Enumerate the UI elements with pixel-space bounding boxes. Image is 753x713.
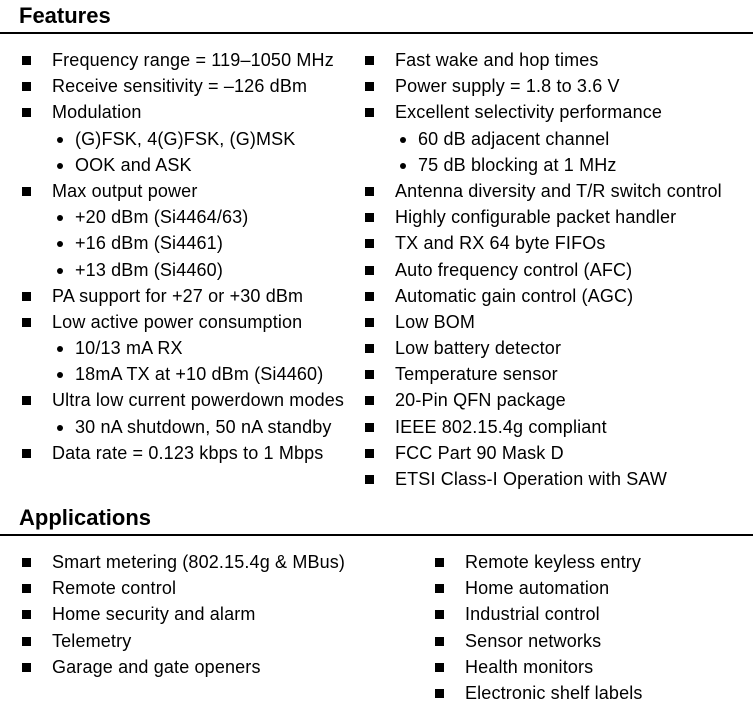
- feature-item: Modulation: [19, 99, 364, 125]
- feature-item: Low battery detector: [362, 335, 753, 361]
- application-item: Smart metering (802.15.4g & MBus): [19, 549, 419, 575]
- feature-item-sub: +13 dBm (Si4460): [19, 257, 364, 283]
- feature-item: Low active power consumption: [19, 309, 364, 335]
- application-item: Remote keyless entry: [432, 549, 753, 575]
- feature-item: TX and RX 64 byte FIFOs: [362, 230, 753, 256]
- application-item: Garage and gate openers: [19, 654, 419, 680]
- application-item: Home security and alarm: [19, 601, 419, 627]
- feature-item: PA support for +27 or +30 dBm: [19, 283, 364, 309]
- applications-list-right: [432, 549, 753, 706]
- feature-item: IEEE 802.15.4g compliant: [362, 414, 753, 440]
- feature-item-sub: 60 dB adjacent channel: [362, 126, 753, 152]
- application-item: Electronic shelf labels: [432, 680, 753, 706]
- feature-item-sub: +20 dBm (Si4464/63): [19, 204, 364, 230]
- feature-item-sub: OOK and ASK: [19, 152, 364, 178]
- applications-heading: Applications: [19, 505, 152, 530]
- feature-item: FCC Part 90 Mask D: [362, 440, 753, 466]
- feature-item: Ultra low current powerdown modes: [19, 387, 364, 413]
- feature-item-sub: 10/13 mA RX: [19, 335, 364, 361]
- feature-item: Auto frequency control (AFC): [362, 257, 753, 283]
- feature-item: Low BOM: [362, 309, 753, 335]
- feature-item: 20-Pin QFN package: [362, 387, 753, 413]
- feature-item-sub: 75 dB blocking at 1 MHz: [362, 152, 753, 178]
- features-list-right: [362, 47, 753, 492]
- application-item: Industrial control: [432, 601, 753, 627]
- feature-item: Excellent selectivity performance: [362, 99, 753, 125]
- feature-item: Temperature sensor: [362, 361, 753, 387]
- feature-item-sub: 30 nA shutdown, 50 nA standby: [19, 414, 364, 440]
- application-item: Home automation: [432, 575, 753, 601]
- application-item: Remote control: [19, 575, 419, 601]
- feature-item: Fast wake and hop times: [362, 47, 753, 73]
- feature-item-sub: (G)FSK, 4(G)FSK, (G)MSK: [19, 126, 364, 152]
- feature-item-sub: 18mA TX at +10 dBm (Si4460): [19, 361, 364, 387]
- feature-item: Receive sensitivity = –126 dBm: [19, 73, 364, 99]
- features-heading: Features: [19, 3, 111, 28]
- feature-item: Frequency range = 119–1050 MHz: [19, 47, 364, 73]
- application-item: Sensor networks: [432, 628, 753, 654]
- feature-item: ETSI Class-I Operation with SAW: [362, 466, 753, 492]
- applications-heading-rule: [0, 534, 753, 536]
- application-item: Telemetry: [19, 628, 419, 654]
- feature-item: Highly configurable packet handler: [362, 204, 753, 230]
- feature-item-sub: +16 dBm (Si4461): [19, 230, 364, 256]
- feature-item: Max output power: [19, 178, 364, 204]
- applications-list-left: [19, 549, 419, 680]
- features-heading-rule: [0, 32, 753, 34]
- application-item: Health monitors: [432, 654, 753, 680]
- feature-item: Data rate = 0.123 kbps to 1 Mbps: [19, 440, 364, 466]
- feature-item: Power supply = 1.8 to 3.6 V: [362, 73, 753, 99]
- feature-item: Automatic gain control (AGC): [362, 283, 753, 309]
- feature-item: Antenna diversity and T/R switch control: [362, 178, 753, 204]
- features-list-left: [19, 47, 364, 466]
